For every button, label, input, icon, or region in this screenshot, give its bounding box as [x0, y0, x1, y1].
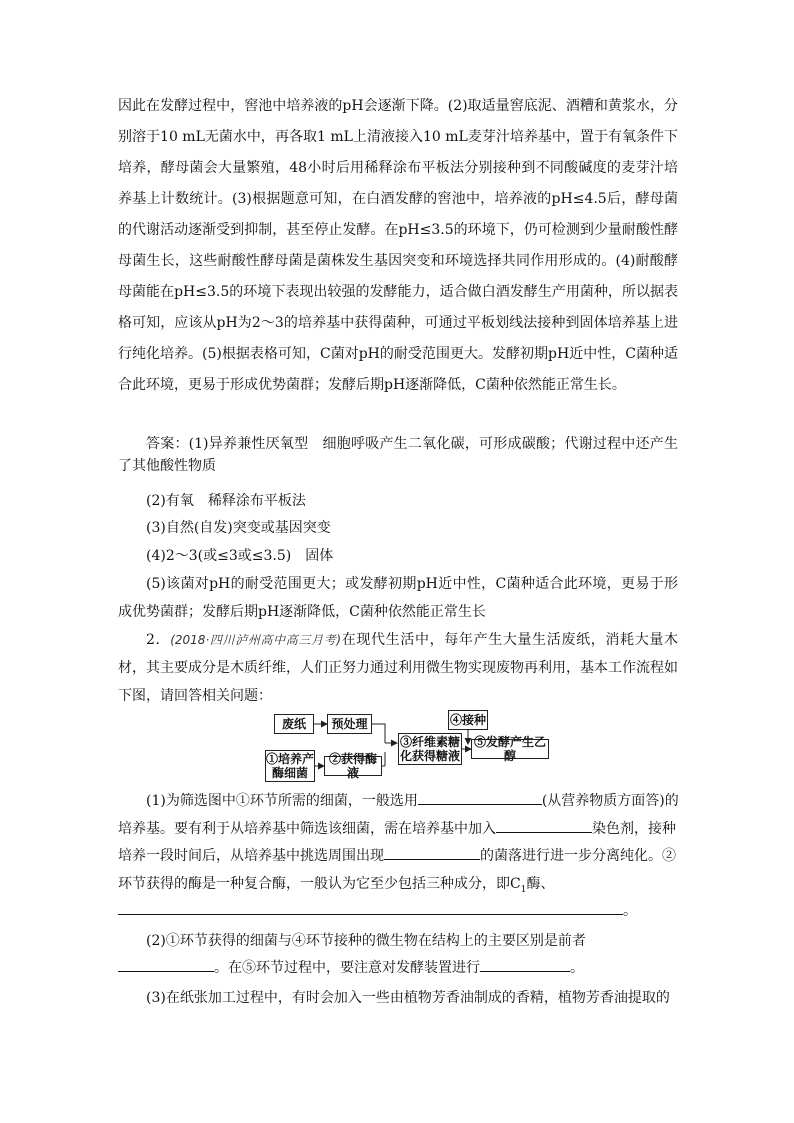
flow-box-culture-line1: ①培养产	[266, 752, 315, 766]
q1-text-e: 培养一段时间后，从培养基中挑选周围出现	[118, 848, 384, 864]
q1-text-i: 。	[623, 903, 637, 919]
q1-text-c: 培养基。要有利于从培养基中筛选该细菌，需在培养基中加入	[118, 821, 496, 837]
q1-text-a: (1)为筛选图中①环节所需的细菌，一般选用	[146, 793, 418, 809]
q1-text-g: 环节获得的酶是一种复合酶，一般认为它至少包括三种成分，即C	[118, 876, 521, 892]
question-source: (2018·四川泸州高中高三月考)	[170, 633, 342, 647]
q1-text-b: (从营养物质方面答)的	[541, 793, 679, 809]
q2-text-c: 。	[570, 960, 584, 976]
flow-box-waste-paper: 废纸	[274, 714, 314, 734]
q1-text-f: 的菌落进行进一步分离纯化。②	[480, 848, 676, 864]
q1-line4	[118, 873, 554, 895]
flow-box-sacchar-line1: ③纤维素糖	[399, 735, 460, 749]
answer-blank-6[interactable]	[480, 957, 570, 972]
question-number: 2．	[146, 632, 171, 648]
q2-line1: (2)①环节获得的细菌与④环节接种的微生物在结构上的主要区别是前者	[146, 933, 586, 949]
q1-text-d: 染色剂，接种	[592, 821, 676, 837]
flow-box-culture-bacteria	[265, 750, 315, 782]
q1-line1	[146, 790, 679, 810]
flow-box-saccharification	[398, 733, 462, 765]
flow-box-culture-line2: 酶细菌	[271, 766, 308, 780]
answer-4: (4)2～3(或≤3或≤3.5) 固体	[146, 548, 334, 564]
q1-text-h: 酶、	[526, 876, 555, 892]
answer-blank-2[interactable]	[496, 818, 592, 833]
answer-1: 答案：(1)异养兼性厌氧型 细胞呼吸产生二氧化碳，可形成碳酸；代谢过程中还产生了其他酸性物质	[118, 436, 678, 474]
q1-line5	[118, 900, 637, 920]
q3-line1: (3)在纸张加工过程中，有时会加入一些由植物芳香油制成的香精，植物芳香油提取的	[146, 990, 670, 1006]
arrow-2	[371, 724, 385, 743]
flow-box-pretreatment: 预处理	[327, 714, 372, 734]
answer-2: (2)有氧 稀释涂布平板法	[146, 493, 306, 509]
explanation-paragraph: 因此在发酵过程中，窖池中培养液的pH会逐渐下降。(2)取适量窖底泥、酒糟和黄浆水，分别溶于10 mL无菌水中，再各取1 mL上清液接入10 mL麦芽汁培养基中，置于有氧条件下培养，酵母菌会大量繁殖，48小时后用稀释涂布平板法分别接种到不同酸碱度的麦芽汁培养基上计数统计。(3)根据题意可知，在白酒发酵的窖池中，培养液的pH≤4.5后，酵母菌的代谢活动逐渐受到抑制，甚至停止发酵。在pH≤3.5的环境下，仍可检测到少量耐酸性酵母菌生长，这些耐酸性酵母菌是菌株发生基因突变和环境选择共同作用形成的。(4)耐酸酵母菌能在pH≤3.5的环境下表现出较强的发酵能力，适合做白酒发酵生产用菌种，所以据表格可知，应该从pH为2～3的培养基中获得菌种，可通过平板划线法接种到固体培养基上进行纯化培养。(5)根据表格可知，C菌对pH的耐受范围更大。发酵初期pH近中性，C菌种适合此环境，更易于形成优势菌群；发酵后期pH逐渐降低，C菌种依然能正常生长。	[118, 98, 678, 393]
q1-line3	[118, 845, 676, 865]
answer-blank-5[interactable]	[118, 957, 214, 972]
q2-text-b: 。在⑤环节过程中，要注意对发酵装置进行	[214, 960, 480, 976]
answer-blank-3[interactable]	[384, 845, 480, 860]
q1-line2	[118, 818, 676, 838]
answer-3: (3)自然(自发)突变或基因突变	[146, 520, 331, 536]
flow-box-fermentation: ⑤发酵产生乙醇	[471, 739, 549, 759]
flow-box-sacchar-line2: 化获得糖液	[399, 749, 460, 763]
answer-5: (5)该菌对pH的耐受范围更大；或发酵初期pH近中性，C菌种适合此环境，更易于形成优势菌群；发酵后期pH逐渐降低，C菌种依然能正常生长	[118, 576, 678, 620]
flow-box-inoculation: ④接种	[448, 710, 488, 730]
q1-subscript: 1	[520, 884, 527, 895]
question-2-stem	[118, 626, 678, 710]
q2-line2	[118, 957, 584, 977]
flow-box-enzyme-liquid: ②获得酶液	[324, 756, 382, 776]
question-stem-text: 在现代生活中，每年产生大量生活废纸，消耗大量木材，其主要成分是木质纤维，人们正努力通过利用微生物实现废物再利用，基本工作流程如下图，请回答相关问题：	[118, 632, 679, 704]
answer-blank-4[interactable]	[118, 900, 623, 915]
answer-blank-1[interactable]	[418, 790, 542, 805]
